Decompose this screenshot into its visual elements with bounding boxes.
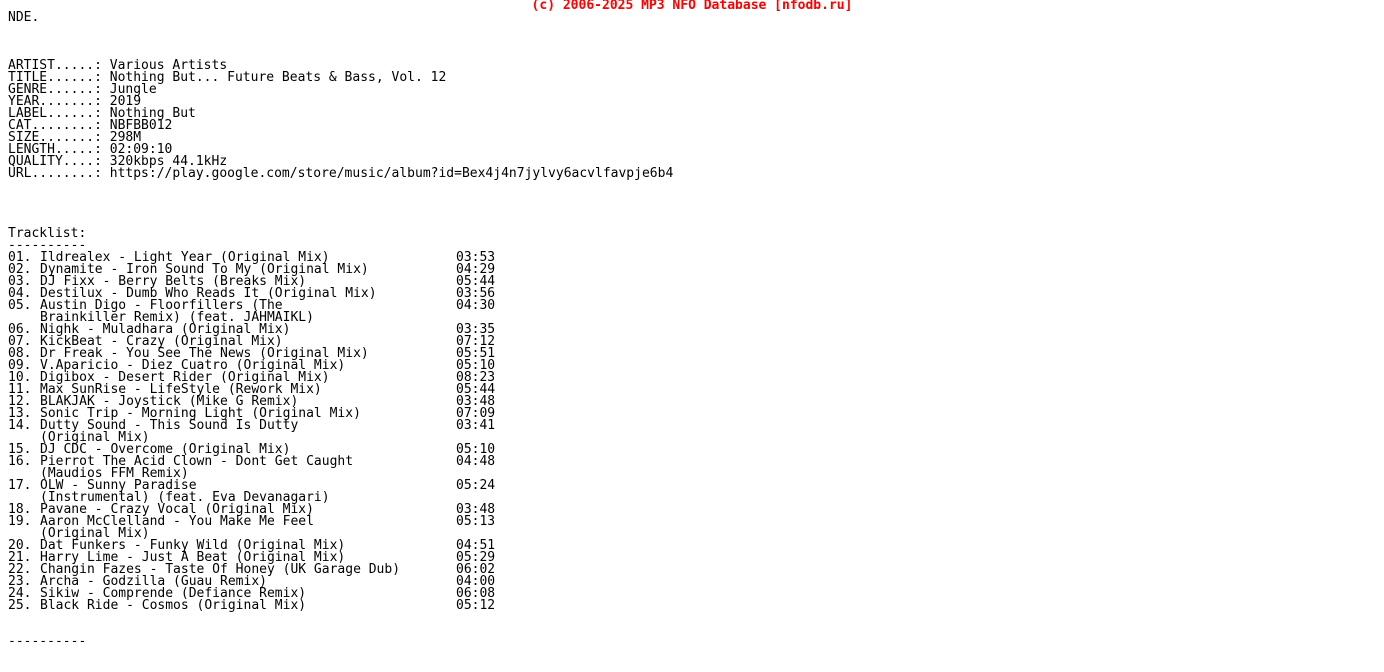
track-title: Changin Fazes - Taste Of Honey (UK Garage Dub) <box>40 562 401 577</box>
track-number: 02. <box>8 262 32 277</box>
blank-line <box>8 180 673 192</box>
track-duration: 03:53 <box>456 250 496 265</box>
info-value-url: https://play.google.com/store/music/album?id=Bex4j4n7jylvy6acvlfavpje6b4 <box>109 166 674 181</box>
track-duration: 07:12 <box>456 334 496 349</box>
track-number: 25. <box>8 598 32 613</box>
track-number: 19. <box>8 514 32 529</box>
track-number: 04. <box>8 286 32 301</box>
track-number: 11. <box>8 382 32 397</box>
info-key: CAT........: <box>8 118 102 133</box>
track-title: (Original Mix) <box>40 430 150 445</box>
track-title: DJ CDC - Overcome (Original Mix) <box>40 442 291 457</box>
track-number: 16. <box>8 454 32 469</box>
track-number: 23. <box>8 574 32 589</box>
nfo-top-line: NDE. <box>8 10 40 25</box>
track-number: 01. <box>8 250 32 265</box>
info-key: YEAR.......: <box>8 94 102 109</box>
track-number: 15. <box>8 442 32 457</box>
track-duration: 06:02 <box>456 562 496 577</box>
track-duration: 05:12 <box>456 598 496 613</box>
bottom-divider: ---------- <box>8 634 87 649</box>
track-number: 24. <box>8 586 32 601</box>
track-title: Sonic Trip - Morning Light (Original Mix) <box>40 406 361 421</box>
track-number: 14. <box>8 418 32 433</box>
info-value: NBFBB012 <box>109 118 173 133</box>
track-duration: 05:44 <box>456 274 496 289</box>
track-title: Destilux - Dumb Who Reads It (Original Mix) <box>40 286 377 301</box>
track-title: Pierrot The Acid Clown - Dont Get Caught <box>40 454 354 469</box>
track-title: Dynamite - Iron Sound To My (Original Mix) <box>40 262 369 277</box>
track-title: Pavane - Crazy Vocal (Original Mix) <box>40 502 314 517</box>
track-duration: 05:51 <box>456 346 496 361</box>
track-number: 20. <box>8 538 32 553</box>
info-key: URL........: <box>8 166 102 181</box>
track-number: 07. <box>8 334 32 349</box>
track-title: (Maudios FFM Remix) <box>40 466 189 481</box>
track-title: Dr Freak - You See The News (Original Mix) <box>40 346 369 361</box>
track-title: Nighk - Muladhara (Original Mix) <box>40 322 291 337</box>
track-duration: 06:08 <box>456 586 496 601</box>
track-title: Max SunRise - LifeStyle (Rework Mix) <box>40 382 322 397</box>
blank-line <box>8 36 673 48</box>
track-duration: 05:44 <box>456 382 496 397</box>
track-row <box>8 600 673 612</box>
track-title: Austin Digo - Floorfillers (The <box>40 298 283 313</box>
track-duration: 03:56 <box>456 286 496 301</box>
track-number: 09. <box>8 358 32 373</box>
track-duration: 04:51 <box>456 538 496 553</box>
copyright-text: (c) 2006-2025 MP3 NFO Database [nfodb.ru] <box>531 0 853 13</box>
track-duration: 05:10 <box>456 442 496 457</box>
track-title: Sikiw - Comprende (Defiance Remix) <box>40 586 307 601</box>
track-number: 08. <box>8 346 32 361</box>
track-duration: 05:10 <box>456 358 496 373</box>
tracklist-divider: ---------- <box>8 238 87 253</box>
tracklist-heading: Tracklist: <box>8 226 87 241</box>
tracklist <box>8 252 673 612</box>
track-duration: 08:23 <box>456 370 496 385</box>
track-title: KickBeat - Crazy (Original Mix) <box>40 334 283 349</box>
nfo-text <box>8 12 673 648</box>
info-key: LABEL......: <box>8 106 102 121</box>
track-duration: 07:09 <box>456 406 496 421</box>
track-title: Digibox - Desert Rider (Original Mix) <box>40 370 330 385</box>
track-number: 13. <box>8 406 32 421</box>
info-value: 02:09:10 <box>109 142 173 157</box>
track-number: 18. <box>8 502 32 517</box>
track-duration: 03:48 <box>456 394 496 409</box>
track-title: Brainkiller Remix) (feat. JAHMAIKL) <box>40 310 314 325</box>
track-duration: 04:30 <box>456 298 496 313</box>
blank-line <box>8 192 673 204</box>
info-value: Jungle <box>109 82 157 97</box>
blank-line <box>8 216 673 228</box>
track-number: 10. <box>8 370 32 385</box>
info-key: TITLE......: <box>8 70 102 85</box>
track-title: (Instrumental) (feat. Eva Devanagari) <box>40 490 330 505</box>
track-title: Harry Lime - Just A Beat (Original Mix) <box>40 550 346 565</box>
blank-line <box>8 624 673 636</box>
track-number: 12. <box>8 394 32 409</box>
blank-line <box>8 204 673 216</box>
track-title: Archa - Godzilla (Guau Remix) <box>40 574 267 589</box>
track-duration: 05:24 <box>456 478 496 493</box>
track-title: Ildrealex - Light Year (Original Mix) <box>40 250 330 265</box>
info-field-url <box>8 168 673 180</box>
track-duration: 03:41 <box>456 418 496 433</box>
track-title: BLAKJAK - Joystick (Mike G Remix) <box>40 394 299 409</box>
info-key: GENRE......: <box>8 82 102 97</box>
track-number: 17. <box>8 478 32 493</box>
blank-line <box>8 24 673 36</box>
track-title: Aaron McClelland - You Make Me Feel <box>40 514 314 529</box>
track-duration: 05:29 <box>456 550 496 565</box>
info-value: Nothing But <box>109 106 196 121</box>
track-title: OLW - Sunny Paradise <box>40 478 197 493</box>
blank-line <box>8 612 673 624</box>
track-title: V.Aparicio - Diez Cuatro (Original Mix) <box>40 358 346 373</box>
info-key: LENGTH.....: <box>8 142 102 157</box>
track-number: 03. <box>8 274 32 289</box>
track-duration: 04:29 <box>456 262 496 277</box>
track-number: 21. <box>8 550 32 565</box>
track-number: 06. <box>8 322 32 337</box>
info-value: 320kbps 44.1kHz <box>109 154 228 169</box>
track-duration: 03:48 <box>456 502 496 517</box>
info-value: Nothing But... Future Beats & Bass, Vol. 12 <box>109 70 447 85</box>
track-number: 22. <box>8 562 32 577</box>
track-duration: 04:00 <box>456 574 496 589</box>
copyright-header <box>0 0 1384 12</box>
track-number: 05. <box>8 298 32 313</box>
info-value: 298M <box>109 130 142 145</box>
info-key: ARTIST.....: <box>8 58 102 73</box>
track-title: (Original Mix) <box>40 526 150 541</box>
info-value: 2019 <box>109 94 142 109</box>
track-title: DJ Fixx - Berry Belts (Breaks Mix) <box>40 274 307 289</box>
track-title: Dat Funkers - Funky Wild (Original Mix) <box>40 538 346 553</box>
track-title: Black Ride - Cosmos (Original Mix) <box>40 598 307 613</box>
info-key: SIZE.......: <box>8 130 102 145</box>
track-title: Dutty Sound - This Sound Is Dutty <box>40 418 299 433</box>
track-duration: 04:48 <box>456 454 496 469</box>
info-value: Various Artists <box>109 58 228 73</box>
info-key: QUALITY....: <box>8 154 102 169</box>
track-duration: 05:13 <box>456 514 496 529</box>
track-duration: 03:35 <box>456 322 496 337</box>
